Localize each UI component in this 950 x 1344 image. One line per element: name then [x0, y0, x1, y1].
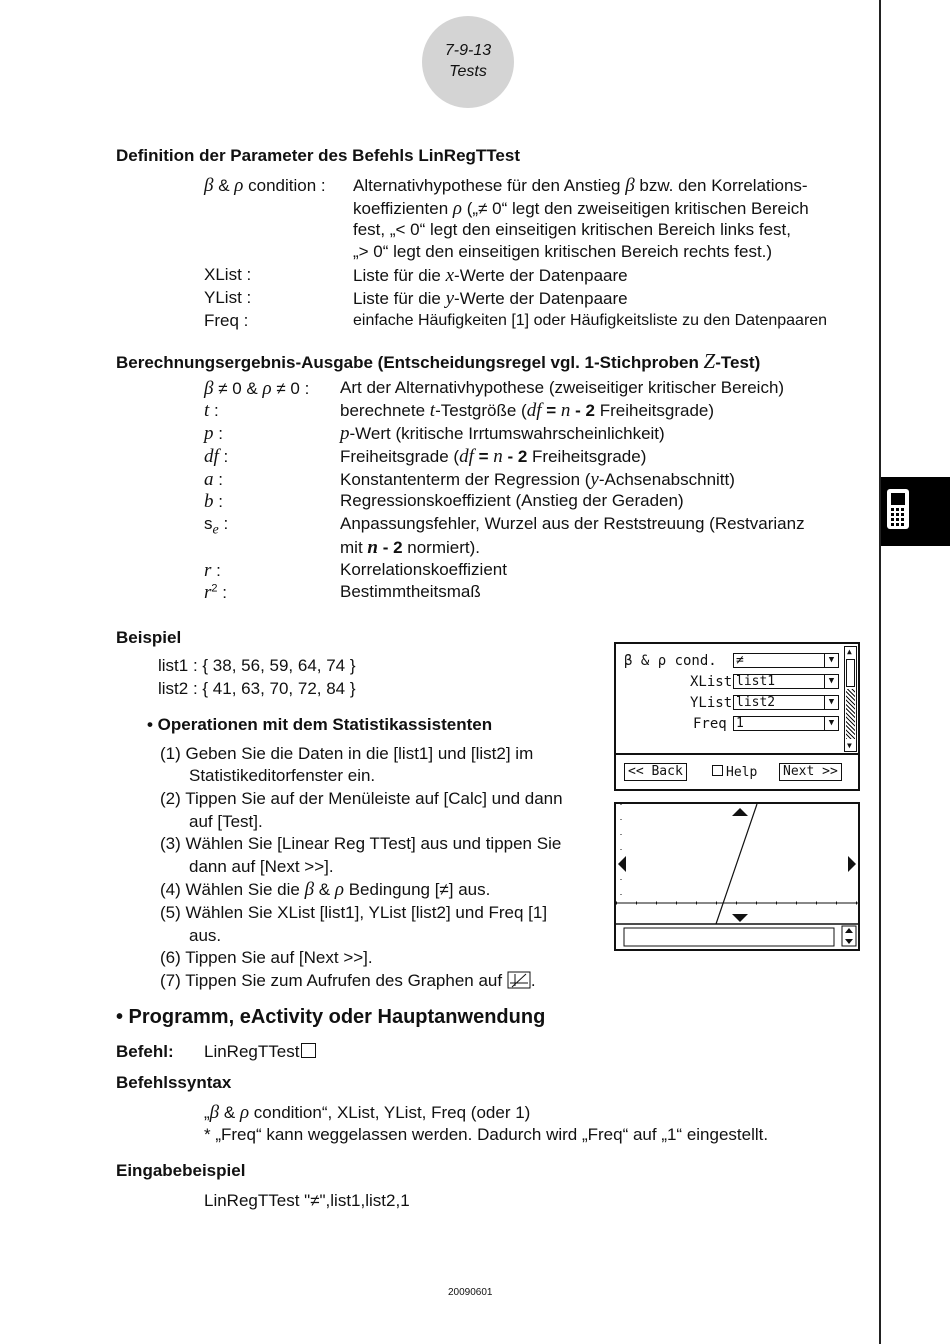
chevron-down-icon[interactable]: ▼ [824, 696, 838, 709]
space-symbol-icon [301, 1043, 316, 1058]
input-example: LinRegTTest "≠",list1,list2,1 [204, 1191, 410, 1210]
result-text-se: Anpassungsfehler, Wurzel aus der Reststreuung (Restvarianz [340, 514, 805, 533]
graph-screen [614, 802, 860, 951]
step-2: (2) Tippen Sie auf der Menüleiste auf [Calc] und dann [160, 789, 563, 808]
result-label-r2: $r^2$ : [204, 582, 227, 603]
scroll-right-arrow [848, 856, 856, 872]
xlist-desc: Liste für die x-Werte der Datenpaare [353, 265, 628, 286]
page-edge-line [879, 0, 881, 1344]
befehl-value: LinRegTTest [204, 1042, 316, 1062]
freq-select[interactable]: 1 ▼ [733, 716, 839, 731]
param-heading: Definition der Parameter des Befehls LinRegTTest [116, 146, 520, 165]
help-checkbox[interactable]: Help [712, 765, 757, 780]
divider [616, 753, 858, 755]
chevron-down-icon[interactable]: ▼ [824, 654, 838, 667]
result-text-b: Regressionskoeffizient (Anstieg der Geraden) [340, 491, 684, 510]
step-7: (7) Tippen Sie zum Aufrufen des Graphen auf . [160, 971, 536, 990]
step-4: (4) Wählen Sie die β & ρ Bedingung [≠] aus. [160, 879, 491, 900]
freq-label: Freq : [204, 311, 249, 330]
ops-heading: • Operationen mit dem Statistikassistenten [147, 715, 493, 734]
ylist-select[interactable]: list2 ▼ [733, 695, 839, 710]
condition-text-3: fest, „< 0“ legt den einseitigen kritischen Bereich links fest, [353, 220, 791, 239]
section-name: Tests [449, 63, 487, 80]
result-text-hypothesis: Art der Alternativhypothese (zweiseitiger kritischer Bereich) [340, 378, 785, 397]
step-5: (5) Wählen Sie XList [list1], YList [list2] und Freq [1] [160, 903, 548, 922]
page-number: 7-9-13 [444, 42, 492, 59]
xlist-select[interactable]: list1 ▼ [733, 674, 839, 689]
result-label-b: b : [204, 491, 223, 512]
cond-label: β & ρ cond. [624, 653, 717, 669]
graph-button-icon [507, 971, 531, 989]
scroll-up-arrow [732, 808, 748, 816]
result-label-a: a : [204, 469, 223, 490]
calculator-wizard-screen [614, 642, 860, 791]
step-2-cont: auf [Test]. [189, 812, 263, 831]
result-text-r2: Bestimmtheitsmaß [340, 582, 481, 601]
chevron-down-icon[interactable]: ▼ [824, 717, 838, 730]
step-1: (1) Geben Sie die Daten in die [list1] und [list2] im [160, 744, 534, 763]
step-3-cont: dann auf [Next >>]. [189, 857, 334, 876]
befehl-label: Befehl: [116, 1042, 174, 1061]
cond-select[interactable]: ≠ ▼ [733, 653, 839, 668]
chevron-down-icon[interactable]: ▼ [824, 675, 838, 688]
condition-text-1: Alternativhypothese für den Anstieg β bzw. den Korrelations- [353, 175, 808, 196]
result-label-se: $s_e$ : [204, 514, 229, 538]
freq-calc-label: Freq [693, 716, 727, 732]
ylist-desc: Liste für die y-Werte der Datenpaare [353, 288, 628, 309]
ylist-calc-label: YList [690, 695, 733, 711]
checkbox-icon[interactable] [712, 765, 723, 776]
result-text-a: Konstantenterm der Regression (y-Achsenabschnitt) [340, 469, 735, 490]
scroll-down-arrow [732, 914, 748, 922]
scrollbar[interactable]: ▲ ▼ [844, 646, 857, 752]
condition-label: β & ρ condition : [204, 175, 326, 196]
condition-text-4: „> 0“ legt den einseitigen kritischen Bereich rechts fest.) [353, 242, 773, 261]
result-label-r: r : [204, 560, 221, 581]
step-5-cont: aus. [189, 926, 222, 945]
list2-data: list2 : { 41, 63, 70, 72, 84 } [158, 679, 356, 698]
freq-desc: einfache Häufigkeiten [1] oder Häufigkeitsliste zu den Datenpaaren [353, 312, 828, 329]
ylist-label: YList : [204, 288, 252, 307]
page-number-badge [422, 16, 514, 108]
example-heading: Beispiel [116, 628, 182, 647]
xlist-label: XList : [204, 265, 252, 284]
calculator-icon [881, 477, 950, 546]
step-6: (6) Tippen Sie auf [Next >>]. [160, 948, 373, 967]
xlist-calc-label: XList [690, 674, 733, 690]
result-text-r: Korrelationskoeffizient [340, 560, 507, 579]
footer-code: 20090601 [448, 1287, 493, 1298]
result-label-t: t : [204, 400, 219, 421]
list1-data: list1 : { 38, 56, 59, 64, 74 } [158, 656, 356, 675]
syntax-line-1: „β & ρ condition“, XList, YList, Freq (oder 1) [204, 1102, 531, 1123]
result-label-hypothesis: β ≠ 0 & ρ ≠ 0 : [204, 378, 310, 399]
chapter-tab [881, 477, 950, 546]
step-3: (3) Wählen Sie [Linear Reg TTest] aus und tippen Sie [160, 834, 562, 853]
syntax-heading: Befehlssyntax [116, 1073, 232, 1092]
result-text-p: p-Wert (kritische Irrtumswahrscheinlichkeit) [340, 423, 665, 444]
result-text-se-2: mit n - 2 normiert). [340, 537, 481, 558]
result-label-df: df : [204, 446, 229, 467]
condition-text-2: koeffizienten ρ („≠ 0“ legt den zweiseitigen kritischen Bereich [353, 198, 809, 219]
step-1-cont: Statistikeditorfenster ein. [189, 766, 376, 785]
input-heading: Eingabebeispiel [116, 1161, 246, 1180]
result-text-df: Freiheitsgrade (df = n - 2 Freiheitsgrade) [340, 446, 647, 467]
syntax-line-2: * „Freq“ kann weggelassen werden. Dadurch wird „Freq“ auf „1“ eingestellt. [204, 1125, 769, 1144]
scroll-left-arrow [618, 856, 626, 872]
next-button[interactable]: Next >> [779, 763, 842, 781]
back-button[interactable]: << Back [624, 763, 687, 781]
result-label-p: p : [204, 423, 223, 444]
regression-graph [616, 804, 858, 949]
result-heading: Berechnungsergebnis-Ausgabe (Entscheidungsregel vgl. 1-Stichproben Z-Test) [116, 349, 761, 373]
result-text-t: berechnete t-Testgröße (df = n - 2 Freiheitsgrade) [340, 400, 715, 421]
program-heading: • Programm, eActivity oder Hauptanwendung [116, 1006, 546, 1028]
